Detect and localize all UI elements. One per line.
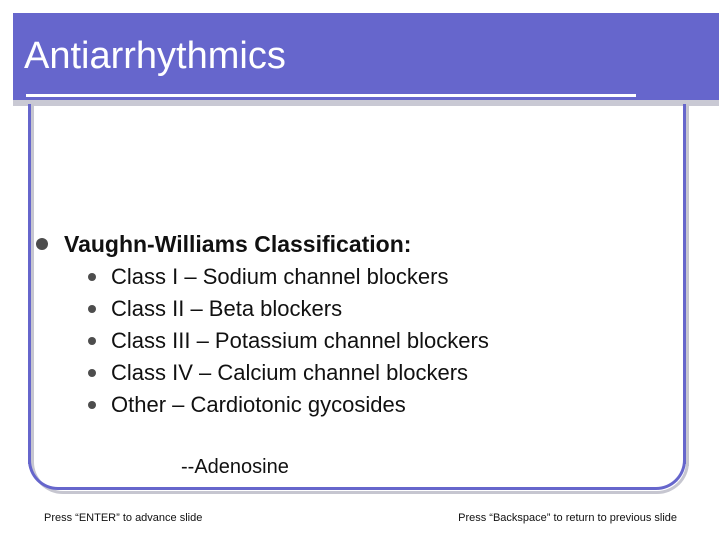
frame-left-border bbox=[28, 104, 31, 464]
sub-bullet-dot-icon bbox=[88, 273, 96, 281]
frame-bottom-border bbox=[28, 460, 686, 490]
title-underline bbox=[26, 94, 636, 97]
sub-bullet-text: Class IV – Calcium channel blockers bbox=[111, 360, 469, 385]
sub-bullet-item bbox=[88, 261, 489, 293]
frame-right-shadow bbox=[686, 104, 689, 466]
sub-bullet-item bbox=[88, 325, 489, 357]
frame-left-shadow bbox=[31, 104, 34, 462]
sub-bullet-text: Class II – Beta blockers bbox=[111, 296, 343, 321]
sub-bullet-text: Class I – Sodium channel blockers bbox=[111, 264, 449, 289]
sub-bullet-item bbox=[88, 293, 489, 325]
sub-bullet-item bbox=[88, 357, 489, 389]
frame-right-border bbox=[683, 104, 686, 464]
sub-bullet-dot-icon bbox=[88, 369, 96, 377]
slide-title: Antiarrhythmics bbox=[24, 35, 286, 77]
title-bar-shadow bbox=[13, 100, 719, 106]
sub-bullet-dot-icon bbox=[88, 305, 96, 313]
main-bullet bbox=[36, 230, 411, 258]
advance-slide-hint: Press “ENTER” to advance slide bbox=[44, 512, 203, 524]
main-bullet-text: Vaughn-Williams Classification: bbox=[64, 231, 412, 257]
adenosine-line: --Adenosine bbox=[181, 456, 289, 478]
sub-bullet-list bbox=[88, 261, 489, 421]
sub-bullet-item bbox=[88, 389, 489, 421]
sub-bullet-text: Class III – Potassium channel blockers bbox=[111, 328, 489, 353]
sub-bullet-dot-icon bbox=[88, 337, 96, 345]
sub-bullet-text: Other – Cardiotonic gycosides bbox=[111, 392, 406, 417]
bullet-dot-icon bbox=[36, 238, 48, 250]
sub-bullet-dot-icon bbox=[88, 401, 96, 409]
previous-slide-hint: Press “Backspace” to return to previous slide bbox=[458, 512, 677, 524]
